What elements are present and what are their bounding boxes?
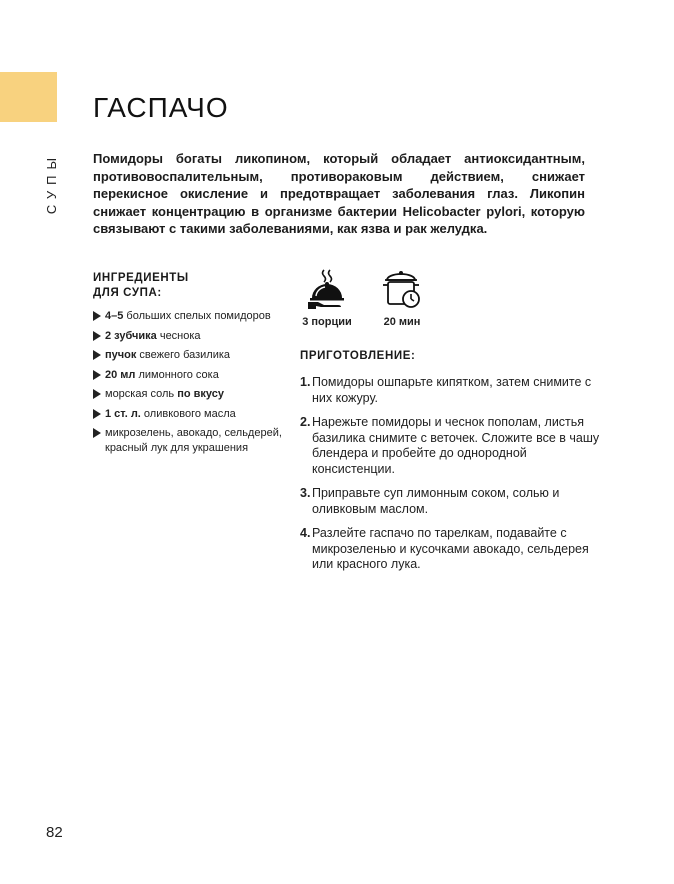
ingredient-item: пучок свежего базилика bbox=[93, 348, 283, 363]
ingredient-item: 20 мл лимонного сока bbox=[93, 368, 283, 383]
servings-caption: 3 порции bbox=[302, 316, 352, 328]
section-tab bbox=[0, 72, 57, 122]
section-label: СУПЫ bbox=[44, 152, 59, 215]
ingredients-heading bbox=[93, 271, 189, 301]
time-info bbox=[372, 268, 432, 328]
recipe-intro: Помидоры богаты ликопином, который обладает антиоксидантным, противовоспалительным, противораковым действием, снижает перекисное окисление и предотвращает заболевания глаз. Ликопин снижает концентрацию в организме бактерии Helicobacter pylori, которую связывают с такими заболеваниями, как язва и рак желудка. bbox=[93, 151, 585, 236]
ingredients-heading-line1: ИНГРЕДИЕНТЫ bbox=[93, 272, 189, 284]
bullet-arrow-icon bbox=[93, 350, 101, 360]
preparation-steps bbox=[300, 375, 600, 582]
bullet-arrow-icon bbox=[93, 409, 101, 419]
ingredient-item: 2 зубчика чеснока bbox=[93, 329, 283, 344]
ingredient-item: морская соль по вкусу bbox=[93, 387, 283, 402]
pot-timer-icon bbox=[379, 268, 425, 310]
bullet-arrow-icon bbox=[93, 428, 101, 438]
ingredients-heading-line2: ДЛЯ СУПА: bbox=[93, 287, 162, 299]
ingredient-item: 4–5 больших спелых помидоров bbox=[93, 309, 283, 324]
page-number: 82 bbox=[46, 824, 63, 841]
step-item: 2. Нарежьте помидоры и чеснок пополам, листья базилика снимите с веточек. Сложите все в чашу блендера и пробейте до однородной консистенции. bbox=[300, 415, 600, 476]
bullet-arrow-icon bbox=[93, 331, 101, 341]
step-item: 1. Помидоры ошпарьте кипятком, затем снимите с них кожуру. bbox=[300, 375, 592, 405]
time-caption: 20 мин bbox=[383, 316, 421, 328]
step-item: 3. Приправьте суп лимонным соком, солью и оливковым маслом. bbox=[300, 486, 560, 516]
preparation-heading: ПРИГОТОВЛЕНИЕ: bbox=[300, 350, 416, 362]
servings-info bbox=[297, 268, 357, 328]
bullet-arrow-icon bbox=[93, 311, 101, 321]
ingredient-item: микрозелень, авокадо, сельдерей, красный лук для украшения bbox=[93, 426, 283, 455]
bullet-arrow-icon bbox=[93, 389, 101, 399]
step-item: 4. Разлейте гаспачо по тарелкам, подавайте с микрозеленью и кусочками авокадо, сельдерея или красного лука. bbox=[300, 526, 589, 571]
ingredients-list bbox=[93, 309, 283, 460]
bullet-arrow-icon bbox=[93, 370, 101, 380]
ingredient-item: 1 ст. л. оливкового масла bbox=[93, 407, 283, 422]
serving-dish-icon bbox=[304, 268, 350, 310]
recipe-title: ГАСПАЧО bbox=[93, 92, 229, 123]
